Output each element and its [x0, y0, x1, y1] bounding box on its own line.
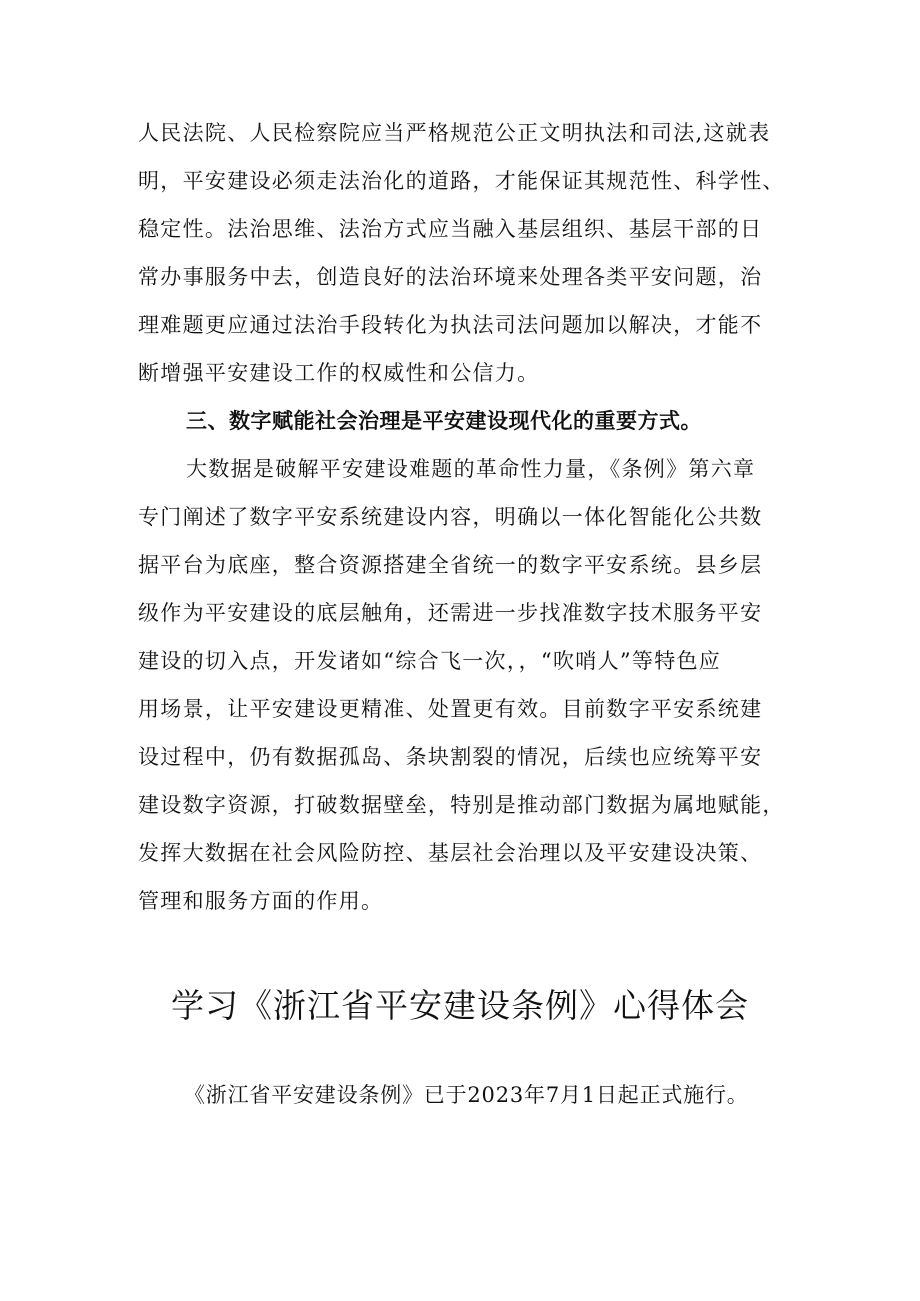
paragraph-line: 管理和服务方面的作用。: [138, 889, 384, 913]
paragraph-line: 发挥大数据在社会风险防控、基层社会治理以及平安建设决策、: [138, 841, 763, 865]
paragraph-line: 人民法院、人民检察院应当严格规范公正文明执法和司法,这就表: [138, 121, 771, 145]
paragraph-line: 稳定性。法治思维、法治方式应当融入基层组织、基层干部的日: [138, 217, 763, 241]
paragraph-line: 建设的切入点，开发诸如“综合飞一次，，“吹哨人”等特色应: [138, 649, 722, 673]
paragraph-line: 断增强平安建设工作的权威性和公信力。: [138, 361, 540, 385]
paragraph-line: 大数据是破解平安建设难题的革命性力量，《条例》第六章: [186, 457, 756, 481]
paragraph-line: 级作为平安建设的底层触角，还需进一步找准数字技术服务平安: [138, 601, 763, 625]
article-intro: 《浙江省平安建设条例》已于2023年7月1日起正式施行。: [184, 1083, 749, 1107]
article-title: 学习《浙江省平安建设条例》心得体会: [171, 986, 749, 1025]
paragraph-line: 常办事服务中去，创造良好的法治环境来处理各类平安问题，治: [138, 265, 763, 289]
paragraph-line: 专门阐述了数字平安系统建设内容，明确以一体化智能化公共数: [138, 505, 763, 529]
paragraph-line: 理难题更应通过法治手段转化为执法司法问题加以解决，才能不: [138, 313, 763, 337]
paragraph-line: 设过程中，仍有数据孤岛、条块割裂的情况，后续也应统筹平安: [138, 745, 763, 769]
paragraph-line: 明，平安建设必须走法治化的道路，才能保证其规范性、科学性、: [138, 169, 785, 193]
section-heading: 三、数字赋能社会治理是平安建设现代化的重要方式。: [186, 409, 702, 433]
paragraph-line: 用场景，让平安建设更精准、处置更有效。目前数字平安系统建: [138, 697, 763, 721]
paragraph-line: 建设数字资源，打破数据壁垒，特别是推动部门数据为属地赋能，: [138, 793, 785, 817]
paragraph-line: 据平台为底座，整合资源搭建全省统一的数字平安系统。县乡层: [138, 553, 763, 577]
